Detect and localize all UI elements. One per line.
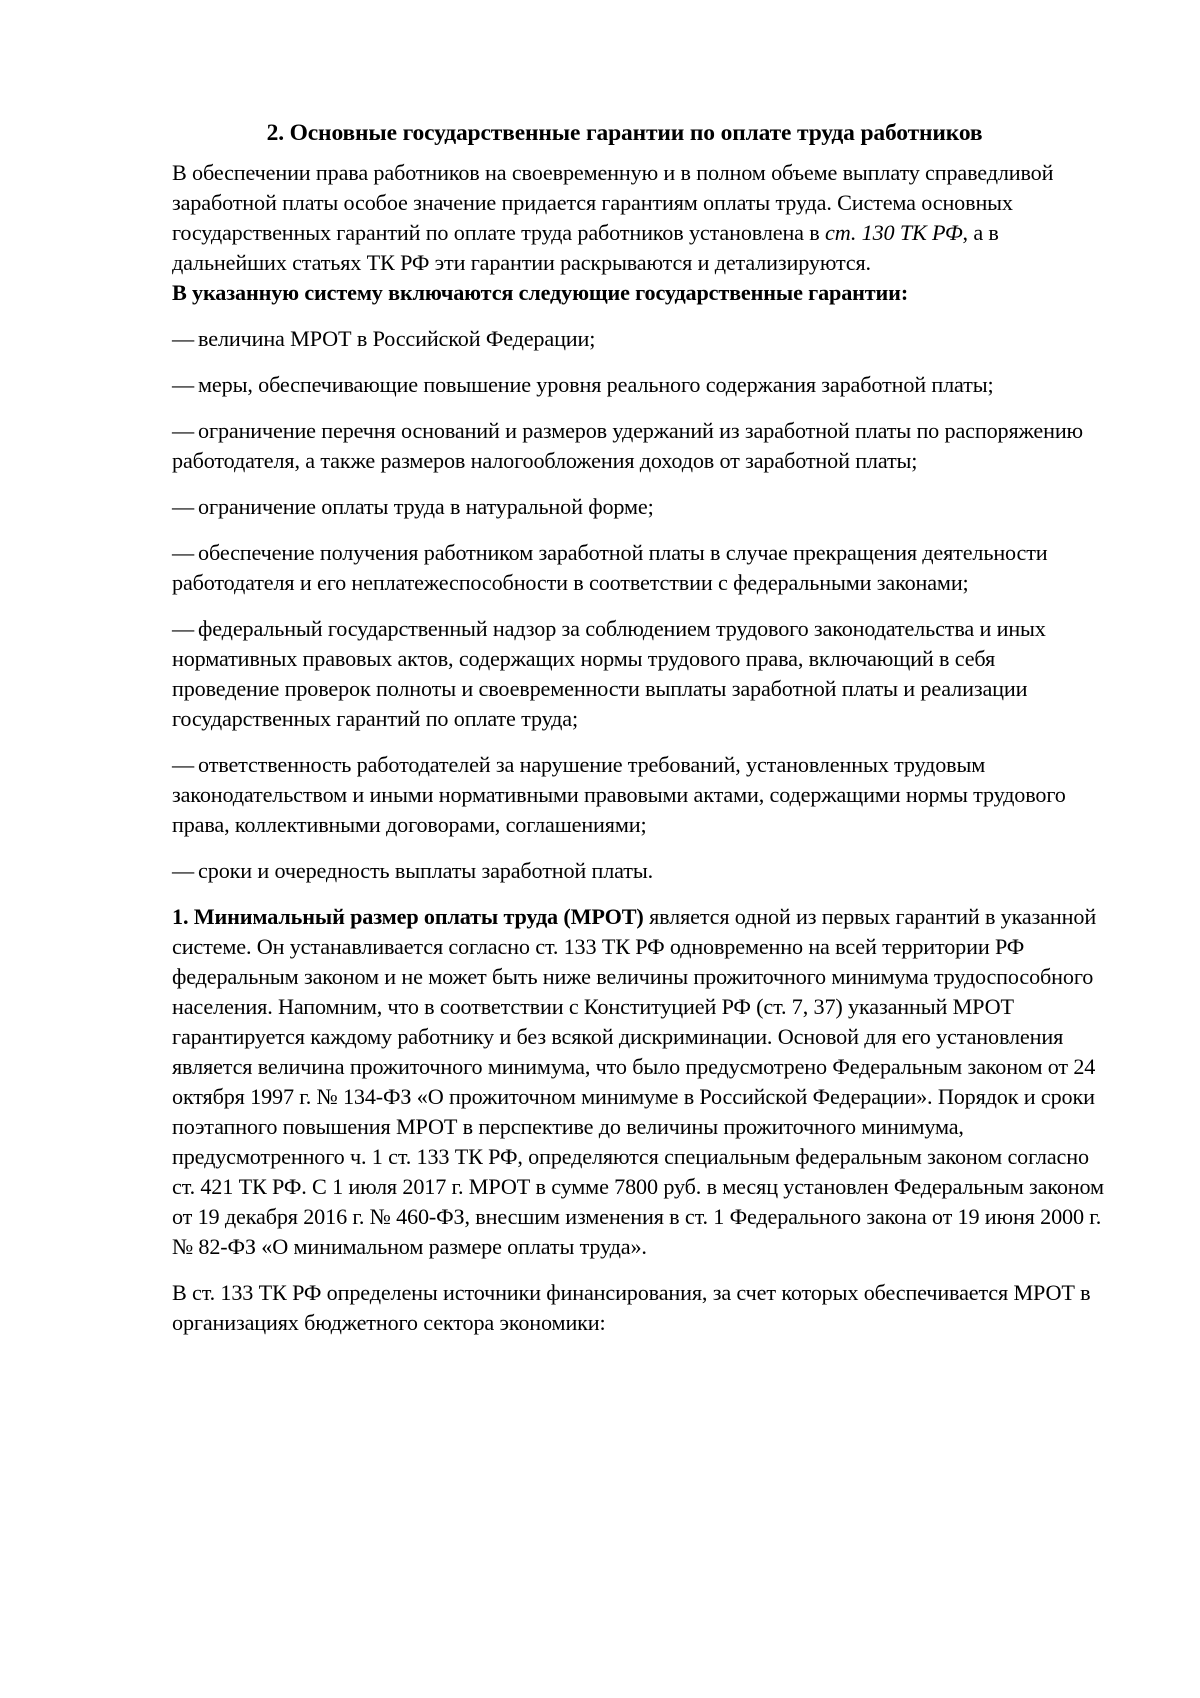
list-item: [172, 492, 1107, 522]
list-item: [172, 538, 1107, 598]
dash-marker: —: [172, 858, 195, 883]
closing-paragraph: В ст. 133 ТК РФ определены источники финансирования, за счет которых обеспечивается МРОТ в организациях бюджетного сектора экономики:: [172, 1280, 1091, 1335]
dash-marker: —: [172, 494, 195, 519]
list-item-text: ответственность работодателей за нарушение требований, установленных трудовым законодательством и иными нормативными правовыми актами, содержащими нормы трудового права, коллективными договорами, соглашениями;: [172, 752, 1066, 837]
list-item: [172, 416, 1107, 476]
list-item-text: сроки и очередность выплаты заработной платы.: [198, 858, 653, 883]
list-item: [172, 370, 1107, 400]
dash-marker: —: [172, 372, 195, 397]
guarantees-list: [172, 324, 1107, 886]
list-item: [172, 324, 1107, 354]
intro-citation: ст. 130 ТК РФ: [825, 220, 963, 245]
mrot-section-lead: 1. Минимальный размер оплаты труда (МРОТ): [172, 904, 644, 929]
dash-marker: —: [172, 616, 195, 641]
list-item-text: ограничение перечня оснований и размеров удержаний из заработной платы по распоряжению работодателя, а также размеров налогообложения доходов от заработной платы;: [172, 418, 1083, 473]
mrot-section-text: является одной из первых гарантий в указанной системе. Он устанавливается согласно ст. 133 ТК РФ одновременно на всей территории РФ федеральным законом и не может быть ниже величины прожиточного минимума трудоспособного населения. Напомним, что в соответствии с Конституцией РФ (ст. 7, 37) указанный МРОТ гарантируется каждому работнику и без всякой дискриминации. Основой для его установления является величина прожиточного минимума, что было предусмотрено Федеральным законом от 24 октября 1997 г. № 134-ФЗ «О прожиточном минимуме в Российской Федерации». Порядок и сроки поэтапного повышения МРОТ в перспективе до величины прожиточного минимума, предусмотренного ч. 1 ст. 133 ТК РФ, определяются специальным федеральным законом согласно ст. 421 ТК РФ. С 1 июля 2017 г. МРОТ в сумме 7800 руб. в месяц установлен Федеральным законом от 19 декабря 2016 г. № 460-ФЗ, внесшим изменения в ст. 1 Федерального закона от 19 июня 2000 г. № 82-ФЗ «О минимальном размере оплаты труда».: [172, 904, 1104, 1259]
guarantees-heading: В указанную систему включаются следующие государственные гарантии:: [172, 280, 909, 305]
mrot-section-paragraph: [172, 902, 1107, 1262]
dash-marker: —: [172, 540, 195, 565]
list-item-text: меры, обеспечивающие повышение уровня реального содержания заработной платы;: [198, 372, 994, 397]
intro-text-start: В обеспечении права работников на своевременную и в полном объеме выплату справедливой заработной платы особое значение придается гарантиям оплаты труда. Система основных государственных гарантий по оплате труда работников установлена в: [172, 160, 1054, 245]
list-item-text: величина МРОТ в Российской Федерации;: [198, 326, 596, 351]
list-item: [172, 750, 1107, 840]
list-item: [172, 856, 1107, 886]
document-title: 2. Основные государственные гарантии по оплате труда работников: [266, 120, 983, 146]
dash-marker: —: [172, 418, 195, 443]
list-item-text: федеральный государственный надзор за соблюдением трудового законодательства и иных нормативных правовых актов, содержащих нормы трудового права, включающий в себя проведение проверок полноты и своевременности выплаты заработной платы и реализации государственных гарантий по оплате труда;: [172, 616, 1046, 731]
intro-paragraph: [172, 158, 1107, 278]
list-item: [172, 614, 1107, 734]
intro-text-end: , а в дальнейших статьях ТК РФ эти гарантии раскрываются и детализируются.: [172, 220, 999, 275]
list-item-text: обеспечение получения работником заработной платы в случае прекращения деятельности работодателя и его неплатежеспособности в соответствии с федеральными законами;: [172, 540, 1048, 595]
document-page: [172, 100, 1107, 1354]
list-item-text: ограничение оплаты труда в натуральной форме;: [198, 494, 654, 519]
dash-marker: —: [172, 326, 195, 351]
dash-marker: —: [172, 752, 195, 777]
